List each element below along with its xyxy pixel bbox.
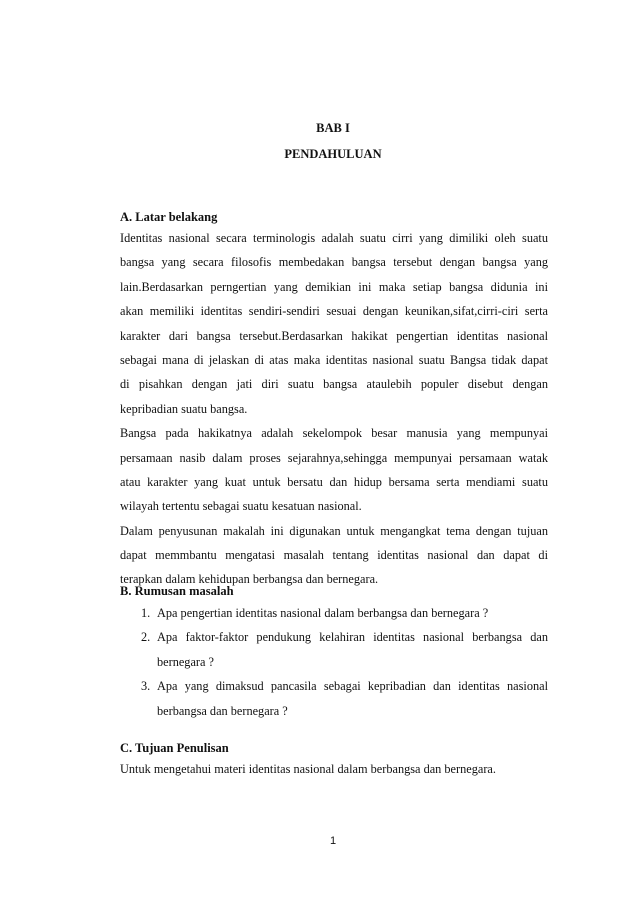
paragraph-line: sebagai mana di jelaskan di atas maka identitas nasional suatu Bangsa tidak dapat [120, 352, 548, 367]
paragraph-line: Bangsa pada hakikatnya adalah sekelompok besar manusia yang mempunyai [120, 426, 548, 441]
paragraph-line: persamaan nasib dalam proses sejarahnya,sehingga mempunyai persamaan watak [120, 450, 548, 465]
list-item-line: Apa yang dimaksud pancasila sebagai kepribadian dan identitas nasional [157, 679, 548, 694]
section-b-heading: B. Rumusan masalah [120, 584, 234, 598]
section-c-body [120, 757, 548, 781]
paragraph-line: dapat memmbantu mengatasi masalah tentang identitas nasional dan dapat di [120, 548, 548, 563]
paragraph-line: atau karakter yang kuat untuk bersatu dan hidup bersama serta mendiami suatu [120, 474, 548, 489]
paragraph-line: lain.Berdasarkan perngertian yang demikian ini maka setiap bangsa didunia ini [120, 279, 548, 294]
list-item-line: Apa faktor-faktor pendukung kelahiran identitas nasional berbangsa dan [157, 630, 548, 645]
list-item [120, 674, 548, 723]
page-number: 1 [329, 835, 337, 847]
section-a-body [120, 226, 548, 592]
list-item [120, 625, 548, 674]
list-number: 2. [141, 630, 151, 645]
list-item [120, 601, 548, 625]
list-number: 1. [141, 606, 151, 620]
section-a-heading: A. Latar belakang [120, 210, 218, 224]
list-item-line: bernegara ? [157, 654, 214, 669]
paragraph-line: di pisahkan dengan jati diri suatu bangsa ataulebih populer disebut dengan [120, 377, 548, 392]
paragraph-line: wilayah tertentu sebagai suatu kesatuan nasional. [120, 499, 362, 514]
problem-list [120, 601, 548, 723]
list-item-line: berbangsa dan bernegara ? [157, 703, 288, 718]
chapter-number: BAB I [316, 121, 350, 135]
paragraph-line: Dalam penyusunan makalah ini digunakan untuk mengangkat tema dengan tujuan [120, 523, 548, 538]
list-number: 3. [141, 679, 151, 694]
list-item-line: Apa pengertian identitas nasional dalam berbangsa dan bernegara ? [157, 606, 489, 620]
chapter-title: PENDAHULUAN [284, 147, 382, 161]
paragraph-line: akan memiliki identitas sendiri-sendiri sesuai dengan keunikan,sifat,cirri-ciri serta [120, 304, 548, 319]
paragraph-line: Identitas nasional secara terminologis adalah suatu cirri yang dimiliki oleh suatu [120, 231, 548, 245]
section-c-heading: C. Tujuan Penulisan [120, 741, 229, 755]
paragraph-line: kepribadian suatu bangsa. [120, 401, 248, 416]
paragraph-line: terapkan dalam kehidupan berbangsa dan bernegara. [120, 572, 379, 587]
paragraph-line: bangsa yang secara filosofis membedakan bangsa tersebut dengan bangsa yang [120, 255, 548, 270]
paragraph-line: karakter dari bangsa tersebut.Berdasarkan hakikat pengertian identitas nasional [120, 328, 548, 343]
paragraph-line: Untuk mengetahui materi identitas nasional dalam berbangsa dan bernegara. [120, 762, 496, 776]
